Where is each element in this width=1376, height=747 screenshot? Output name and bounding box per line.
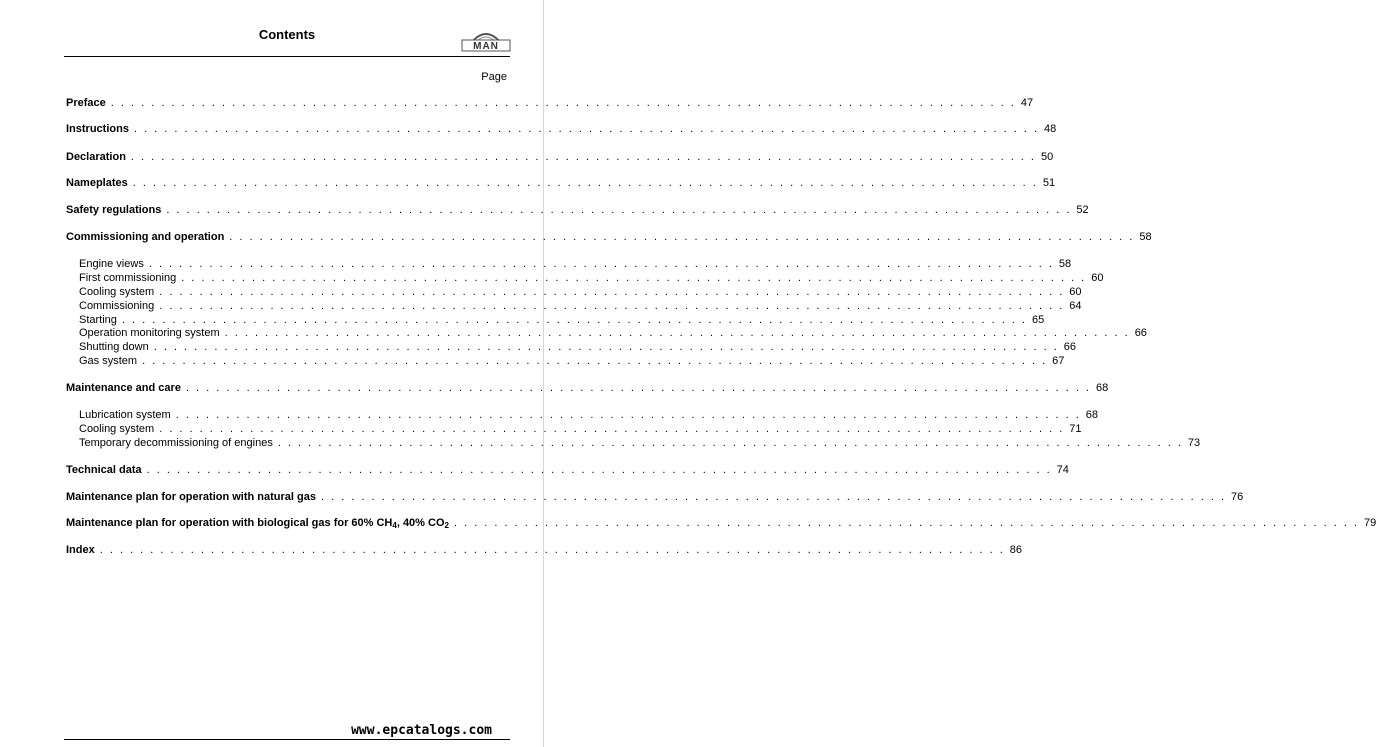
toc-page-number: 58 [1139,231,1152,243]
toc-leader-dots: . . . . . . . . . . . . . . . . . . . . . . . . . . . . . . . . . . . . . . . . . . . . . . . . . . . . . . . . . . . . . . . . . . . . . . . . . . . . . . . . . . . . . . . . . . [132,177,1038,189]
toc-leader-dots: . . . . . . . . . . . . . . . . . . . . . . . . . . . . . . . . . . . . . . . . . . . . . . . . . . . . . . . . . . . . . . . . . . . . . . . . . . . . . . . . . . . . . . . . . . [159,300,1065,312]
toc-label: Engine views [79,258,144,270]
toc-leader-dots: . . . . . . . . . . . . . . . . . . . . . . . . . . . . . . . . . . . . . . . . . . . . . . . . . . . . . . . . . . . . . . . . . . . . . . . . . . . . . . . . . . . . . . . . . . [153,341,1059,353]
toc-label: Cooling system [79,423,155,435]
toc-entry-safety-regulations[interactable] [66,204,1089,217]
toc-leader-dots: . . . . . . . . . . . . . . . . . . . . . . . . . . . . . . . . . . . . . . . . . . . . . . . . . . . . . . . . . . . . . . . . . . . . . . . . . . . . . . . . . . . . . . . . . . [229,231,1135,243]
toc-label: Operation monitoring system [79,327,220,339]
toc-page-number: 66 [1063,341,1077,353]
toc-leader-dots: . . . . . . . . . . . . . . . . . . . . . . . . . . . . . . . . . . . . . . . . . . . . . . . . . . . . . . . . . . . . . . . . . . . . . . . . . . . . . . . . . . . . . . . . . . [159,423,1065,435]
toc-subentry-commissioning[interactable] [79,300,1082,313]
toc-label: Shutting down [79,341,149,353]
toc-page-number: 68 [1096,382,1109,394]
toc-label: Technical data [66,464,142,476]
toc-page-number: 66 [1134,327,1147,339]
toc-label: First commissioning [79,272,177,284]
toc-label: Maintenance and care [66,382,181,394]
toc-leader-dots: . . . . . . . . . . . . . . . . . . . . . . . . . . . . . . . . . . . . . . . . . . . . . . . . . . . . . . . . . . . . . . . . . . . . . . . . . . . . . . . . . . . . . . . . . . [110,97,1016,109]
toc-entry-instructions[interactable] [66,123,1057,136]
toc-page-number: 51 [1042,177,1056,189]
toc-leader-dots: . . . . . . . . . . . . . . . . . . . . . . . . . . . . . . . . . . . . . . . . . . . . . . . . . . . . . . . . . . . . . . . . . . . . . . . . . . . . . . . . . . . . . . . . . . [148,258,1054,270]
ch4-subscript: 4 [392,521,397,530]
toc-leader-dots: . . . . . . . . . . . . . . . . . . . . . . . . . . . . . . . . . . . . . . . . . . . . . . . . . . . . . . . . . . . . . . . . . . . . . . . . . . . . . . . . . . . . . . . . . . [224,327,1130,339]
toc-page-number: 71 [1069,423,1082,435]
toc-label: Nameplates [66,177,128,189]
footer-rule [64,739,510,740]
toc-leader-dots: . . . . . . . . . . . . . . . . . . . . . . . . . . . . . . . . . . . . . . . . . . . . . . . . . . . . . . . . . . . . . . . . . . . . . . . . . . . . . . . . . . . . . . . . . . [277,437,1183,449]
toc-subentry-engine-views[interactable] [79,258,1072,271]
toc-leader-dots: . . . . . . . . . . . . . . . . . . . . . . . . . . . . . . . . . . . . . . . . . . . . . . . . . . . . . . . . . . . . . . . . . . . . . . . . . . . . . . . . . . . . . . . . . . [320,491,1227,503]
toc-entry-maintenance-plan-biological-gas[interactable] [66,517,1376,530]
toc-leader-dots: . . . . . . . . . . . . . . . . . . . . . . . . . . . . . . . . . . . . . . . . . . . . . . . . . . . . . . . . . . . . . . . . . . . . . . . . . . . . . . . . . . . . . . . . . . [181,272,1087,284]
toc-page-number: 68 [1085,409,1099,421]
toc-page-number: 48 [1044,123,1057,135]
toc-subentry-shutting-down[interactable] [79,341,1077,354]
toc-page-number: 74 [1056,464,1069,476]
toc-label: Preface [66,97,106,109]
toc-entry-maintenance-and-care[interactable] [66,382,1109,395]
toc-label: Commissioning and operation [66,231,225,243]
toc-subentry-first-commissioning[interactable] [79,272,1104,285]
toc-label: Lubrication system [79,409,171,421]
toc-page-number: 79 [1364,517,1376,529]
toc-page-number: 76 [1231,491,1244,503]
toc-entry-preface[interactable] [66,97,1034,110]
toc-label: Declaration [66,151,126,163]
toc-label [66,517,449,530]
toc-page-number: 58 [1058,258,1072,270]
toc-page-number: 86 [1009,544,1023,556]
toc-entry-declaration[interactable] [66,151,1054,164]
toc-page-number: 47 [1020,97,1034,109]
toc-subentry-temporary-decommissioning[interactable] [79,437,1201,450]
toc-leader-dots: . . . . . . . . . . . . . . . . . . . . . . . . . . . . . . . . . . . . . . . . . . . . . . . . . . . . . . . . . . . . . . . . . . . . . . . . . . . . . . . . . . . . . . . . . . [133,123,1040,135]
toc-leader-dots: . . . . . . . . . . . . . . . . . . . . . . . . . . . . . . . . . . . . . . . . . . . . . . . . . . . . . . . . . . . . . . . . . . . . . . . . . . . . . . . . . . . . . . . . . . [175,409,1081,421]
toc-leader-dots: . . . . . . . . . . . . . . . . . . . . . . . . . . . . . . . . . . . . . . . . . . . . . . . . . . . . . . . . . . . . . . . . . . . . . . . . . . . . . . . . . . . . . . . . . . [142,355,1048,367]
toc-leader-dots: . . . . . . . . . . . . . . . . . . . . . . . . . . . . . . . . . . . . . . . . . . . . . . . . . . . . . . . . . . . . . . . . . . . . . . . . . . . . . . . . . . . . . . . . . . [121,314,1027,326]
toc-page-number: 73 [1187,437,1201,449]
toc-label: Maintenance plan for operation with natural gas [66,491,316,503]
toc-leader-dots: . . . . . . . . . . . . . . . . . . . . . . . . . . . . . . . . . . . . . . . . . . . . . . . . . . . . . . . . . . . . . . . . . . . . . . . . . . . . . . . . . . . . . . . . . . [130,151,1036,163]
toc-entry-maintenance-plan-natural-gas[interactable] [66,491,1244,504]
toc-label: Cooling system [79,286,155,298]
page-title: Contents [258,27,316,42]
toc-subentry-gas-system[interactable] [79,355,1065,368]
toc-label: Temporary decommissioning of engines [79,437,273,449]
page-column-label: Page [481,71,507,83]
toc-label: Starting [79,314,117,326]
toc-label: Safety regulations [66,204,162,216]
toc-page-number: 52 [1076,204,1089,216]
toc-leader-dots: . . . . . . . . . . . . . . . . . . . . . . . . . . . . . . . . . . . . . . . . . . . . . . . . . . . . . . . . . . . . . . . . . . . . . . . . . . . . . . . . . . . . . . . . . . [453,517,1360,529]
toc-entry-commissioning-and-operation[interactable] [66,231,1152,244]
watermark: www.epcatalogs.com [351,723,492,738]
toc-subentry-operation-monitoring-system[interactable] [79,327,1147,340]
toc-page-number: 67 [1052,355,1065,367]
toc-leader-dots: . . . . . . . . . . . . . . . . . . . . . . . . . . . . . . . . . . . . . . . . . . . . . . . . . . . . . . . . . . . . . . . . . . . . . . . . . . . . . . . . . . . . . . . . . . [99,544,1005,556]
toc-page-number: 50 [1040,151,1054,163]
toc-label: Index [66,544,95,556]
toc-page-number: 64 [1069,300,1082,312]
toc-page-number: 60 [1091,272,1104,284]
toc-entry-nameplates[interactable] [66,177,1056,190]
toc-leader-dots: . . . . . . . . . . . . . . . . . . . . . . . . . . . . . . . . . . . . . . . . . . . . . . . . . . . . . . . . . . . . . . . . . . . . . . . . . . . . . . . . . . . . . . . . . . [166,204,1072,216]
toc-subentry-lubrication-system[interactable] [79,409,1099,422]
co2-subscript: 2 [444,521,449,530]
toc-entry-technical-data[interactable] [66,464,1069,477]
toc-label: Instructions [66,123,129,135]
toc-leader-dots: . . . . . . . . . . . . . . . . . . . . . . . . . . . . . . . . . . . . . . . . . . . . . . . . . . . . . . . . . . . . . . . . . . . . . . . . . . . . . . . . . . . . . . . . . . [146,464,1052,476]
toc-subentry-cooling-system-2[interactable] [79,423,1082,436]
toc-label-text-mid: , 40% CO [396,517,445,529]
logo-text: MAN [473,41,499,52]
toc-leader-dots: . . . . . . . . . . . . . . . . . . . . . . . . . . . . . . . . . . . . . . . . . . . . . . . . . . . . . . . . . . . . . . . . . . . . . . . . . . . . . . . . . . . . . . . . . . [159,286,1065,298]
toc-label: Commissioning [79,300,155,312]
toc-subentry-cooling-system[interactable] [79,286,1082,299]
toc-page-number: 65 [1031,314,1045,326]
toc-subentry-starting[interactable] [79,314,1045,327]
toc-leader-dots: . . . . . . . . . . . . . . . . . . . . . . . . . . . . . . . . . . . . . . . . . . . . . . . . . . . . . . . . . . . . . . . . . . . . . . . . . . . . . . . . . . . . . . . . . . [185,382,1091,394]
toc-label-text: Maintenance plan for operation with biological gas for 60% CH [66,517,393,529]
toc-entry-index[interactable] [66,544,1023,557]
toc-page-number: 60 [1069,286,1082,298]
toc-label: Gas system [79,355,138,367]
